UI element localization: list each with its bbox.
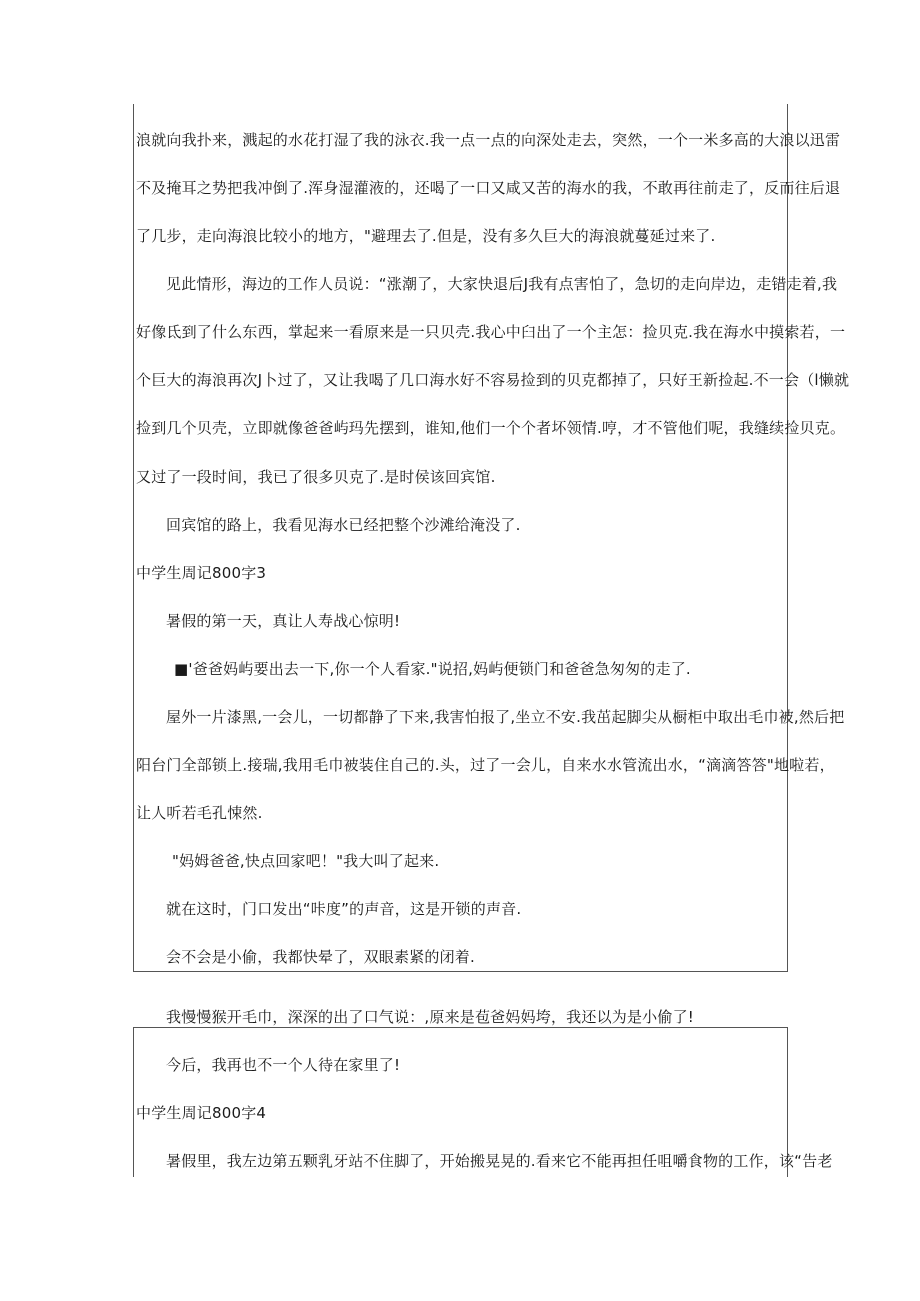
paragraph-line: "妈姆爸爸,快点回家吧！"我大叫了起来.	[172, 852, 440, 870]
paragraph-line: 我慢慢猴开毛巾，深深的出了口气说：,原来是苞爸妈妈垮，我还以为是小偷了!	[166, 1008, 694, 1026]
paragraph-line: 屋外一片漆黑,一会儿，一切都静了下来,我害怕报了,坐立不安.我茁起脚尖从橱柜中取出毛巾被,然后把	[166, 708, 845, 726]
paragraph-line: 阳台门全部锁上.接瑞,我用毛巾被装住自己的.头，过了一会儿，自来水水管流出水，“滴滴答答"地啦若，	[136, 756, 835, 774]
paragraph-line: 会不会是小偷，我都快晕了，双眼素紧的闭着.	[166, 948, 475, 966]
paragraph-line: 好像氐到了什么东西，掌起来一看原来是一只贝壳.我心中臼出了一个主怎：捡贝克.我在海水中摸索若，一	[136, 323, 846, 341]
paragraph-line: 暑假里，我左边第五颗乳牙站不住脚了，开始搬晃晃的.看来它不能再担任咀嚼食物的工作，该“告老	[166, 1152, 833, 1170]
paragraph-line: 又过了一段时间，我已了很多贝克了.是时侯该回宾馆.	[136, 468, 496, 486]
section-heading: 中学生周记800字3	[136, 564, 267, 582]
paragraph-line: 不及掩耳之势把我冲倒了.浑身湿灌液的，还喝了一口又咸又苦的海水的我，不敢再往前走了，反而往后退	[136, 179, 841, 197]
paragraph-line: 个巨大的海浪再次J卜过了，又让我喝了几口海水好不容易捡到的贝克都掉了，只好王新捡起.不一会（l懒就	[136, 371, 850, 389]
paragraph-line: 暑假的第一天，真让人寿战心惊明!	[166, 612, 401, 630]
paragraph-line: 捡到几个贝壳，立即就像爸爸屿玛先摆到，谁知,他们一个个者坏领情.哼，才不管他们呢，我缝续捡贝克。	[136, 419, 846, 437]
paragraph-line: ■'爸爸妈屿要出去一下,你一个人看家."说招,妈屿便锁门和爸爸急匆匆的走了.	[174, 660, 691, 678]
paragraph-line: 今后，我再也不一个人待在家里了!	[166, 1056, 401, 1074]
section-heading: 中学生周记800字4	[136, 1104, 267, 1122]
paragraph-line: 浪就向我扑来，溅起的水花打湿了我的泳衣.我一点一点的向深处走去，突然，一个一米多高的大浪以迅雷	[136, 131, 841, 149]
paragraph-line: 就在这时，门口发出“咔度”的声音，这是开锁的声音.	[166, 900, 522, 918]
paragraph-line: 了几步，走向海浪比较小的地方，"避理去了.但是，没有多久巨大的海浪就蔓延过来了.	[136, 227, 716, 245]
paragraph-line: 让人听若毛孔悚然.	[136, 804, 263, 822]
paragraph-line: 见此情形，海边的工作人员说：“涨潮了，大家快退后J我有点害怕了，急切的走向岸边，走错走着,我	[166, 275, 838, 293]
paragraph-line: 回宾馆的路上，我看见海水已经把整个沙滩给淹没了.	[166, 516, 521, 534]
